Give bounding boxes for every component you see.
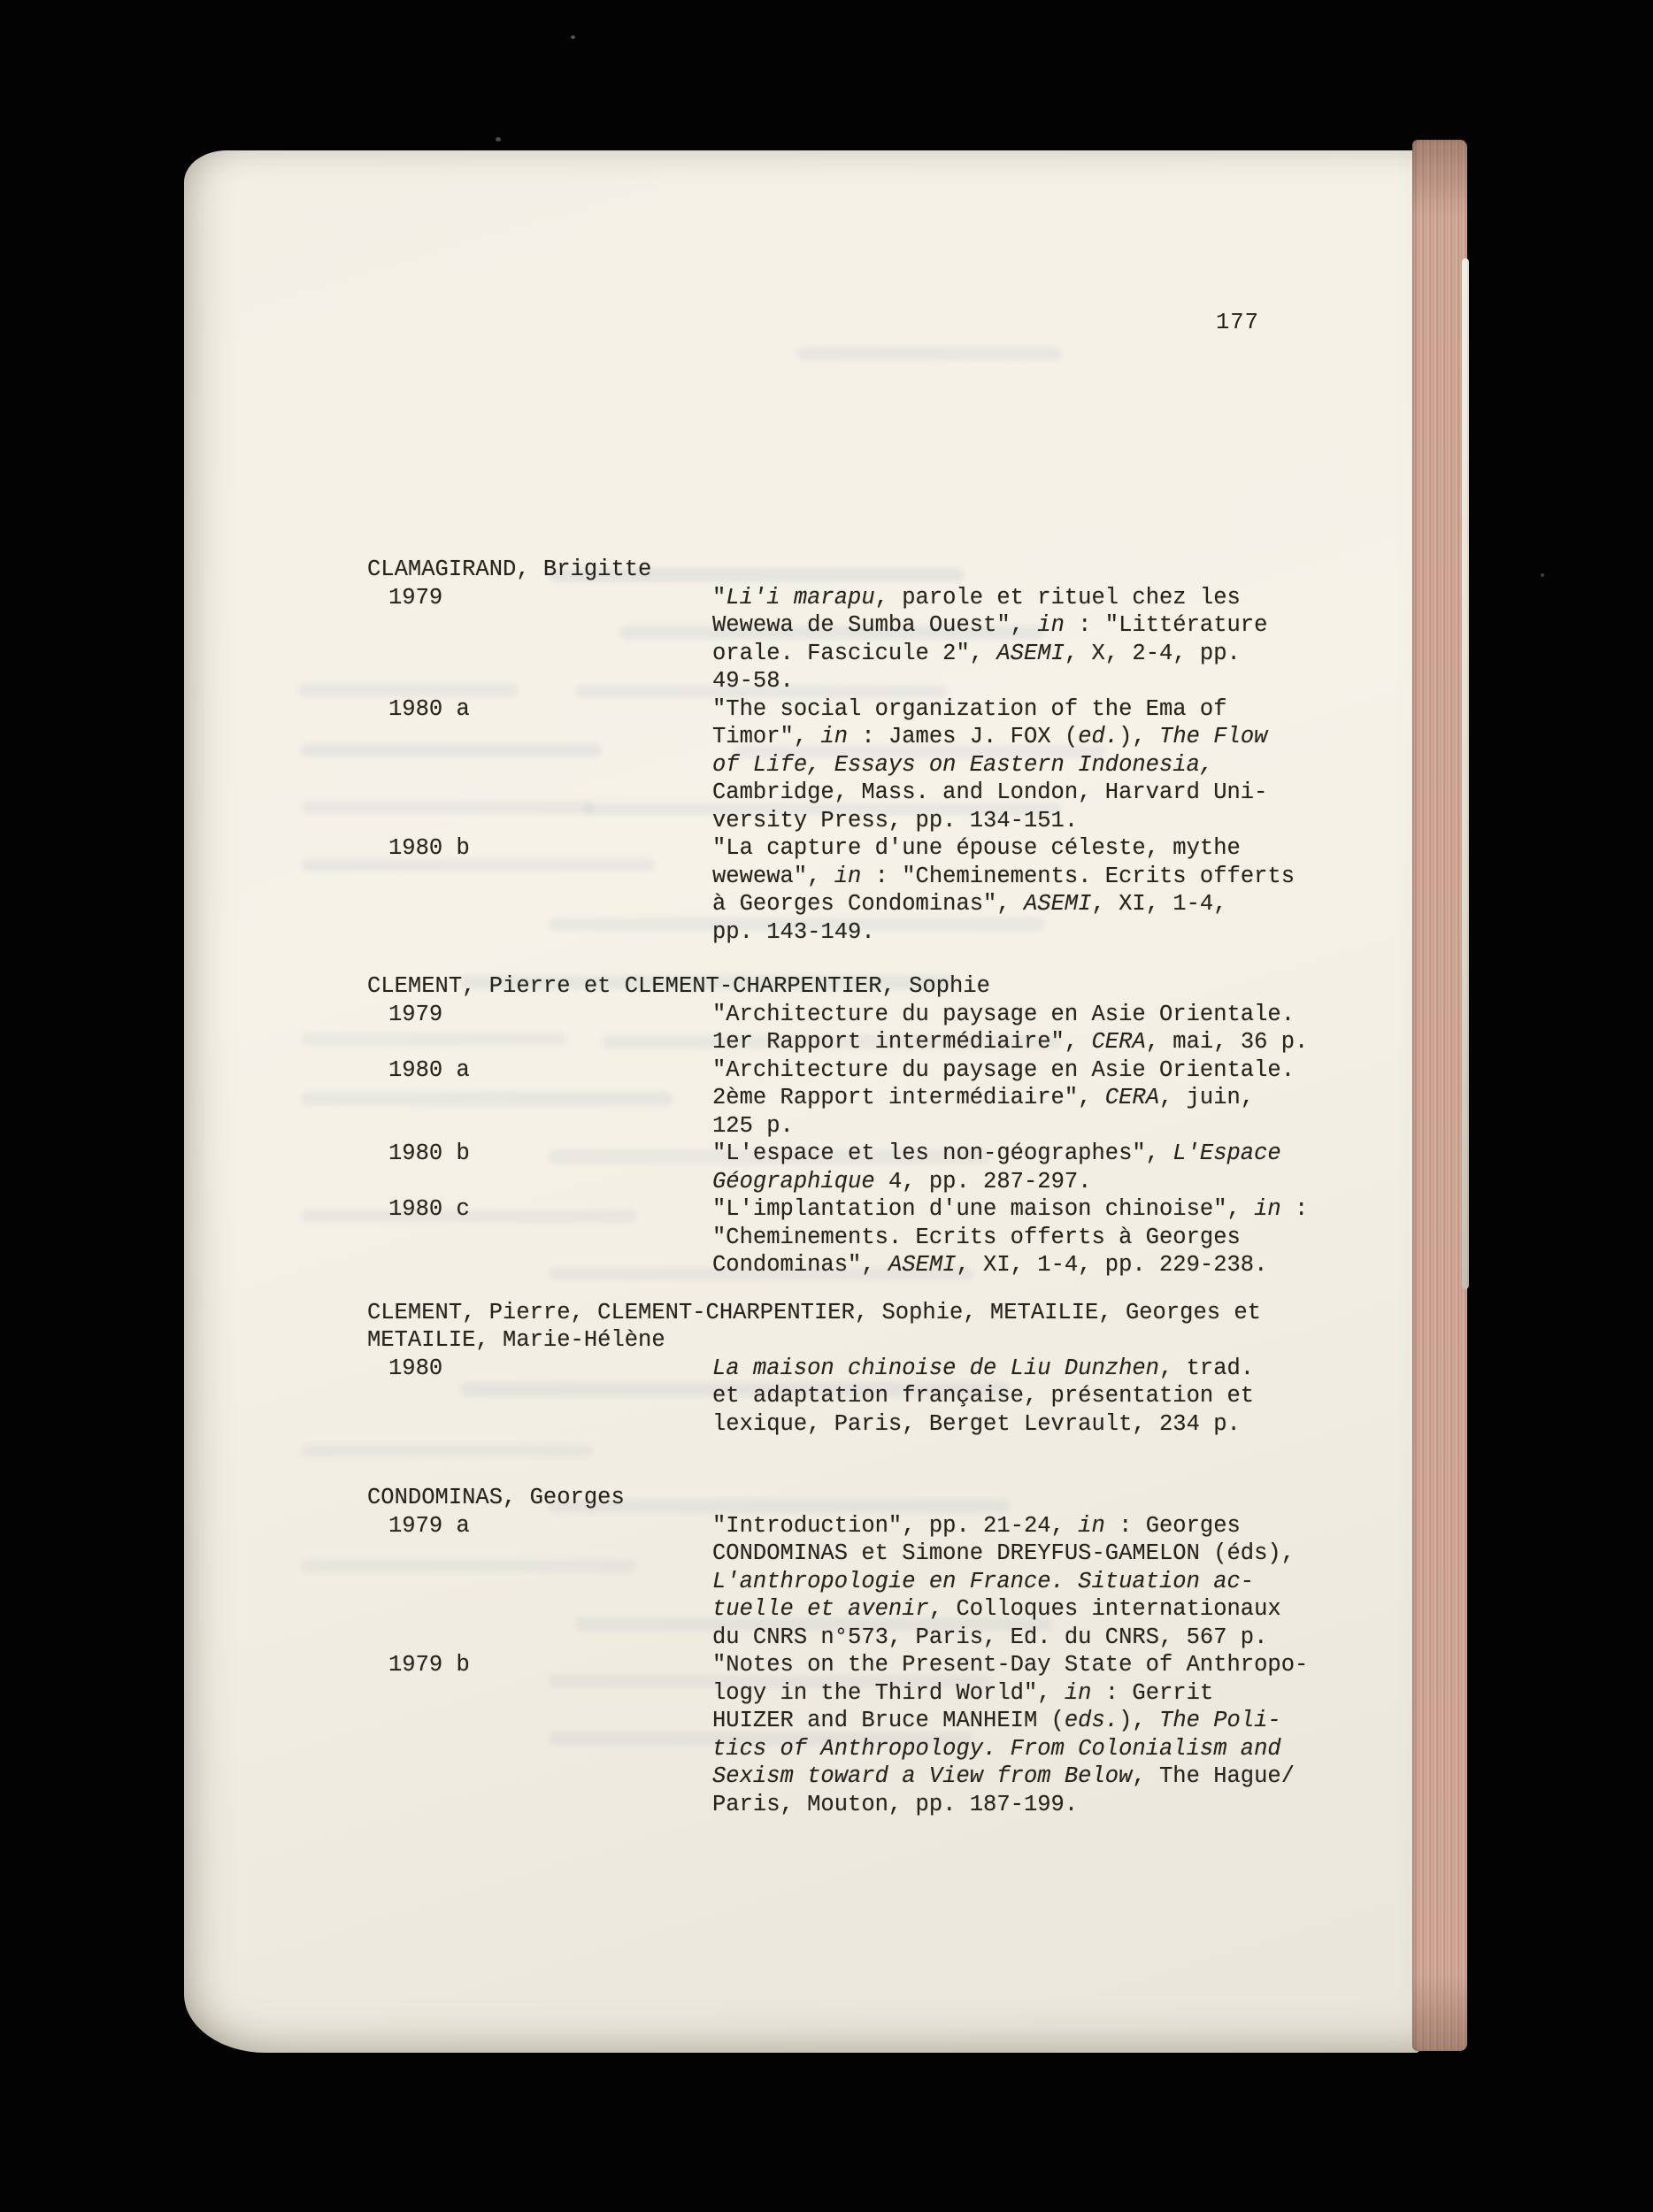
entry-text-line: 49-58. xyxy=(712,668,794,694)
entry-text xyxy=(712,1651,1407,1818)
entry-text-line: of Life, Essays on Eastern Indonesia, xyxy=(712,751,1214,778)
bibliography-entry xyxy=(367,1195,1407,1279)
entry-text-line: "L'implantation d'une maison chinoise", in : xyxy=(712,1196,1309,1222)
bibliography-section xyxy=(367,1484,1407,1818)
entry-year-label: 1980 xyxy=(388,1355,443,1381)
bibliography-section xyxy=(367,556,1407,946)
entry-text-line: 125 p. xyxy=(712,1112,794,1139)
entry-year-label: 1979 b xyxy=(388,1652,470,1678)
author-name: CLEMENT, Pierre, CLEMENT-CHARPENTIER, Sophie, METAILIE, Georges et xyxy=(367,1299,1261,1325)
entry-text xyxy=(712,1512,1407,1652)
entry-text xyxy=(712,584,1407,695)
bibliography-entry xyxy=(367,695,1407,835)
entry-text-line: tics of Anthropology. From Colonialism and xyxy=(712,1735,1281,1762)
entry-text-line: lexique, Paris, Berget Levrault, 234 p. xyxy=(712,1410,1241,1437)
dust-speck xyxy=(496,137,501,142)
entry-text-line: "L'espace et les non-géographes", L'Espace xyxy=(712,1141,1281,1166)
entry-text-line: "Li'i marapu, parole et rituel chez les xyxy=(712,584,1241,611)
author-name: CLAMAGIRAND, Brigitte xyxy=(367,557,652,582)
author-name: METAILIE, Marie-Hélène xyxy=(367,1327,665,1353)
dust-speck xyxy=(1541,573,1544,577)
entry-text xyxy=(712,1056,1407,1141)
entry-text xyxy=(712,1195,1407,1279)
entry-text xyxy=(712,1355,1407,1439)
entry-text-line: La maison chinoise de Liu Dunzhen, trad. xyxy=(712,1355,1255,1381)
entry-text xyxy=(712,695,1407,835)
entry-year-label: 1979 xyxy=(388,584,443,611)
author-name: CLEMENT, Pierre et CLEMENT-CHARPENTIER, Sophie xyxy=(367,973,990,999)
entry-text-line: 1er Rapport intermédiaire", CERA, mai, 36 p. xyxy=(712,1029,1309,1055)
bibliography-entry xyxy=(367,1056,1407,1141)
entry-text-line: et adaptation française, présentation et xyxy=(712,1383,1255,1409)
entry-year-label: 1980 a xyxy=(388,695,470,722)
entry-text-line: HUIZER and Bruce MANHEIM (eds.), The Poli- xyxy=(712,1708,1281,1733)
entry-text-line: "Cheminements. Ecrits offerts à Georges xyxy=(712,1224,1241,1250)
entry-text-line: 2ème Rapport intermédiaire", CERA, juin, xyxy=(712,1085,1255,1110)
entry-year-label: 1980 b xyxy=(388,835,470,861)
entry-text-line: "The social organization of the Ema of xyxy=(712,695,1227,722)
bibliography-entry xyxy=(367,1512,1407,1652)
entry-text-line: Cambridge, Mass. and London, Harvard Uni- xyxy=(712,780,1268,805)
entry-year-label: 1980 b xyxy=(388,1141,470,1166)
entry-text-line: pp. 143-149. xyxy=(712,918,875,945)
entry-text-line: "La capture d'une épouse céleste, mythe xyxy=(712,835,1241,861)
entry-text-line: logy in the Third World", in : Gerrit xyxy=(712,1679,1214,1706)
entry-text-line: Sexism toward a View from Below, The Hague/ xyxy=(712,1763,1295,1789)
entry-year-label: 1979 a xyxy=(388,1512,470,1539)
bibliography-entry xyxy=(367,584,1407,695)
entry-text-line: versity Press, pp. 134-151. xyxy=(712,807,1079,833)
entry-year-label: 1980 a xyxy=(388,1056,470,1083)
entry-text-line: Timor", in : James J. FOX (ed.), The Flow xyxy=(712,724,1268,749)
entry-text-line: "Notes on the Present-Day State of Anthropo- xyxy=(712,1652,1309,1678)
bibliography-entry xyxy=(367,834,1407,946)
entry-text-line: orale. Fascicule 2", ASEMI, X, 2-4, pp. xyxy=(712,640,1241,666)
bibliography-entry xyxy=(367,1355,1407,1439)
entry-text-line: Géographique 4, pp. 287-297. xyxy=(712,1168,1092,1194)
page-edge-stack xyxy=(1412,140,1467,2051)
bibliography xyxy=(367,556,1407,1818)
entry-text xyxy=(712,834,1407,946)
entry-text-line: "Introduction", pp. 21-24, in : Georges xyxy=(712,1512,1241,1539)
page-number: 177 xyxy=(1216,310,1259,335)
entry-text-line: CONDOMINAS et Simone DREYFUS-GAMELON (éds), xyxy=(712,1540,1295,1566)
bibliography-section xyxy=(367,972,1407,1279)
bibliography-entry xyxy=(367,1140,1407,1195)
entry-year-label: 1980 c xyxy=(388,1196,470,1222)
entry-text xyxy=(712,1140,1407,1195)
entry-text-line: Wewewa de Sumba Ouest", in : "Littérature xyxy=(712,612,1268,638)
entry-text-line: à Georges Condominas", ASEMI, XI, 1-4, xyxy=(712,891,1227,917)
entry-text-line: wewewa", in : "Cheminements. Ecrits offerts xyxy=(712,863,1295,889)
entry-text-line: du CNRS n°573, Paris, Ed. du CNRS, 567 p. xyxy=(712,1624,1268,1650)
bibliography-entry xyxy=(367,1001,1407,1056)
entry-text-line: "Architecture du paysage en Asie Orientale. xyxy=(712,1001,1295,1027)
author-name: CONDOMINAS, Georges xyxy=(367,1485,625,1510)
dust-speck xyxy=(571,35,575,39)
entry-text xyxy=(712,1001,1407,1056)
page-edge-highlight xyxy=(1462,258,1469,1289)
bibliography-section xyxy=(367,1299,1407,1439)
entry-text-line: Paris, Mouton, pp. 187-199. xyxy=(712,1791,1079,1817)
bibliography-entry xyxy=(367,1651,1407,1818)
entry-text-line: Condominas", ASEMI, XI, 1-4, pp. 229-238. xyxy=(712,1252,1268,1278)
entry-text-line: "Architecture du paysage en Asie Orientale. xyxy=(712,1056,1295,1083)
entry-year-label: 1979 xyxy=(388,1001,443,1027)
entry-text-line: L'anthropologie en France. Situation ac- xyxy=(712,1568,1255,1594)
entry-text-line: tuelle et avenir, Colloques internationaux xyxy=(712,1596,1281,1622)
